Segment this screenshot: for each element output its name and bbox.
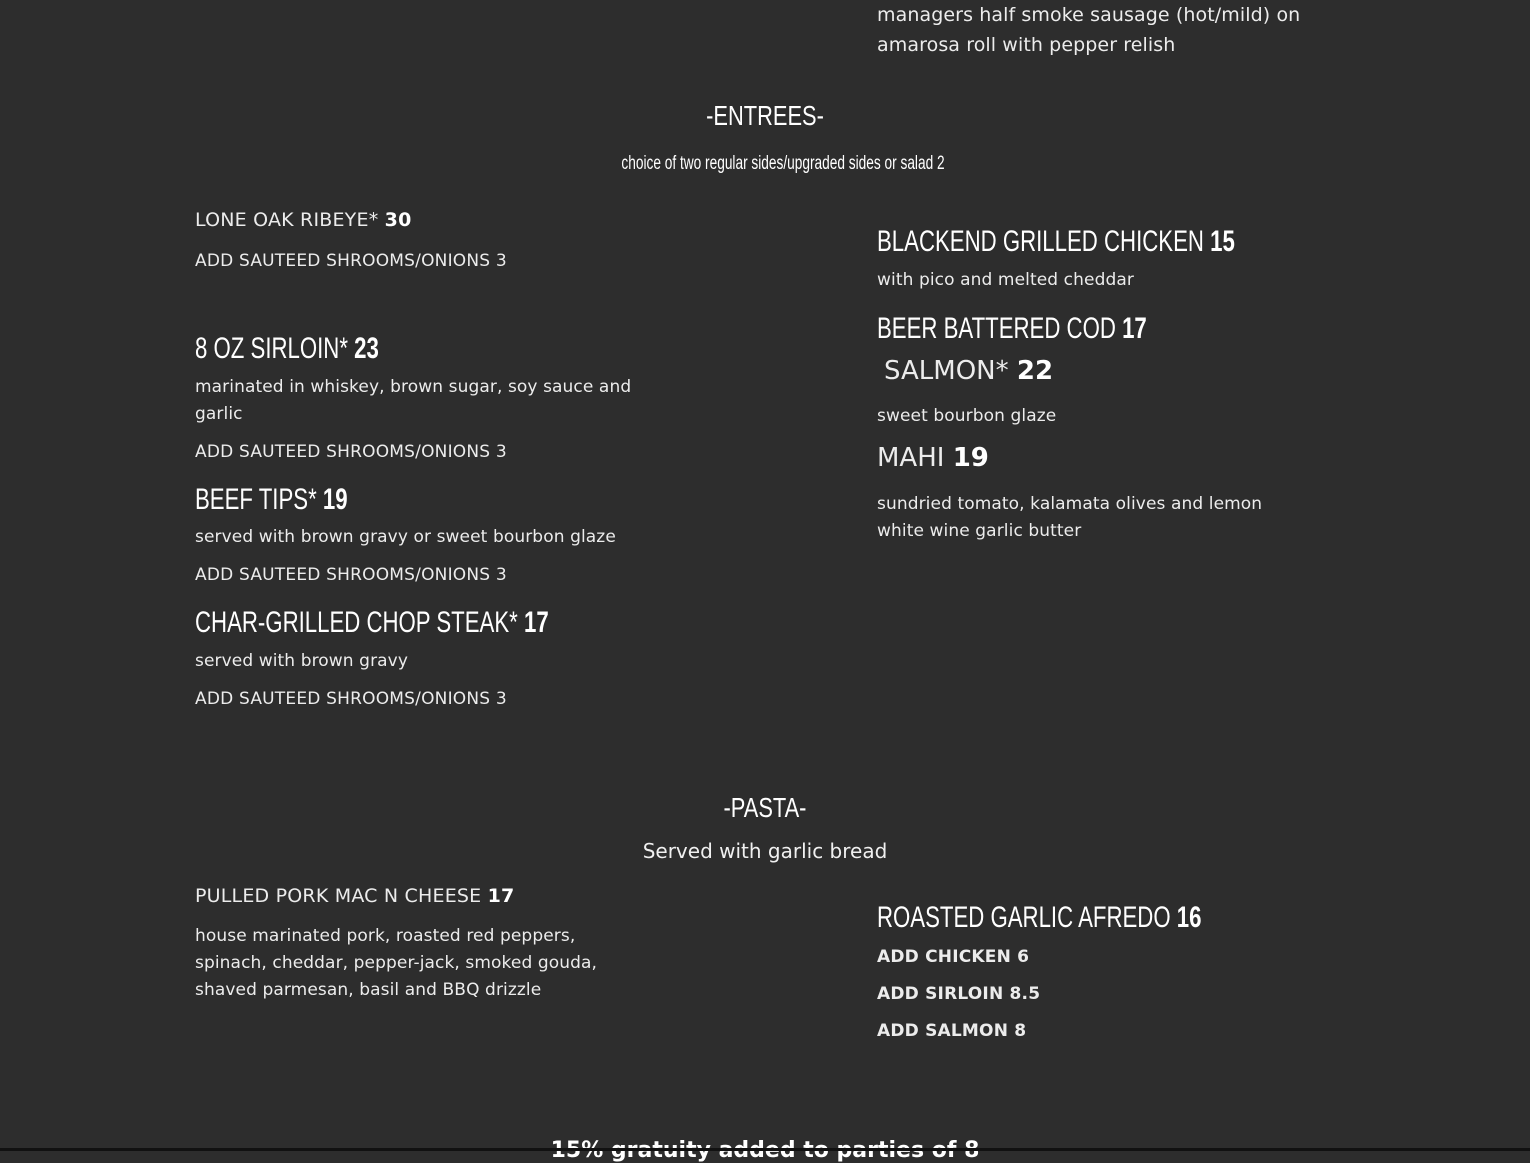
menu-item-ribeye-addon: ADD SAUTEED SHROOMS/ONIONS 3 xyxy=(195,251,507,271)
alfredo-addon-chicken: ADD CHICKEN 6 xyxy=(877,947,1030,967)
item-price: 17 xyxy=(1122,312,1147,345)
entrees-title: -ENTREES- xyxy=(706,100,824,131)
item-name: CHAR-GRILLED CHOP STEAK* xyxy=(195,606,518,639)
menu-item-sirloin-addon: ADD SAUTEED SHROOMS/ONIONS 3 xyxy=(195,442,507,462)
item-name: PULLED PORK MAC N CHEESE xyxy=(195,885,482,907)
menu-item-blackened-chicken-desc: with pico and melted cheddar xyxy=(877,270,1134,290)
menu-item-salmon-title xyxy=(884,356,1053,386)
menu-item-mahi-title xyxy=(877,443,989,473)
menu-item-ribeye-title xyxy=(195,209,412,231)
alfredo-addon-sirloin: ADD SIRLOIN 8.5 xyxy=(877,984,1041,1004)
item-price: 30 xyxy=(384,209,412,231)
item-name: ROASTED GARLIC AFREDO xyxy=(877,901,1171,934)
entrees-section xyxy=(465,100,1065,132)
pasta-subtitle: Served with garlic bread xyxy=(642,839,888,863)
item-name: BLACKEND GRILLED CHICKEN xyxy=(877,225,1204,258)
menu-item-beef-tips-title xyxy=(195,483,348,517)
item-price: 19 xyxy=(952,443,989,473)
alfredo-addon-salmon: ADD SALMON 8 xyxy=(877,1021,1027,1041)
menu-item-sirloin-title xyxy=(195,332,379,366)
item-name: MAHI xyxy=(877,443,945,473)
item-price: 17 xyxy=(523,606,549,639)
menu-item-alfredo-title xyxy=(877,901,1201,935)
item-price: 15 xyxy=(1210,225,1235,258)
item-price: 23 xyxy=(354,332,379,365)
item-name: 8 OZ SIRLOIN* xyxy=(195,332,348,365)
menu-item-beef-tips-addon: ADD SAUTEED SHROOMS/ONIONS 3 xyxy=(195,565,507,585)
top-item-description: managers half smoke sausage (hot/mild) on amarosa roll with pepper relish xyxy=(877,4,1301,56)
menu-item-salmon-desc: sweet bourbon glaze xyxy=(877,406,1057,426)
menu-item-mac-n-cheese-desc: house marinated pork, roasted red peppers, spinach, cheddar, pepper-jack, smoked gouda, shaved parmesan, basil and BBQ drizzle xyxy=(195,926,598,1000)
item-name: BEER BATTERED COD xyxy=(877,312,1116,345)
menu-item-cod-title xyxy=(877,312,1147,346)
item-name: LONE OAK RIBEYE* xyxy=(195,209,379,231)
entrees-subtitle: choice of two regular sides/upgraded sides or salad 2 xyxy=(621,153,945,174)
entrees-subtitle-wrap xyxy=(483,153,1083,175)
item-name: SALMON* xyxy=(884,356,1009,386)
pasta-section xyxy=(465,792,1065,824)
item-price: 16 xyxy=(1176,901,1202,934)
item-price: 22 xyxy=(1016,356,1054,386)
menu-item-chop-steak-title xyxy=(195,606,549,640)
item-price: 17 xyxy=(487,885,515,907)
menu-item-chop-steak-addon: ADD SAUTEED SHROOMS/ONIONS 3 xyxy=(195,689,507,709)
menu-item-blackened-chicken-title xyxy=(877,225,1235,259)
pasta-title: -PASTA- xyxy=(723,792,807,823)
menu-item-chop-steak-desc: served with brown gravy xyxy=(195,651,408,671)
menu-item-sirloin-desc: marinated in whiskey, brown sugar, soy sauce and garlic xyxy=(195,377,632,424)
item-name: BEEF TIPS* xyxy=(195,483,317,516)
item-price: 19 xyxy=(322,483,348,516)
menu-item-mac-n-cheese-title xyxy=(195,885,514,907)
menu-item-mahi-desc: sundried tomato, kalamata olives and lemon white wine garlic butter xyxy=(877,494,1263,541)
menu-item-beef-tips-desc: served with brown gravy or sweet bourbon glaze xyxy=(195,527,616,547)
